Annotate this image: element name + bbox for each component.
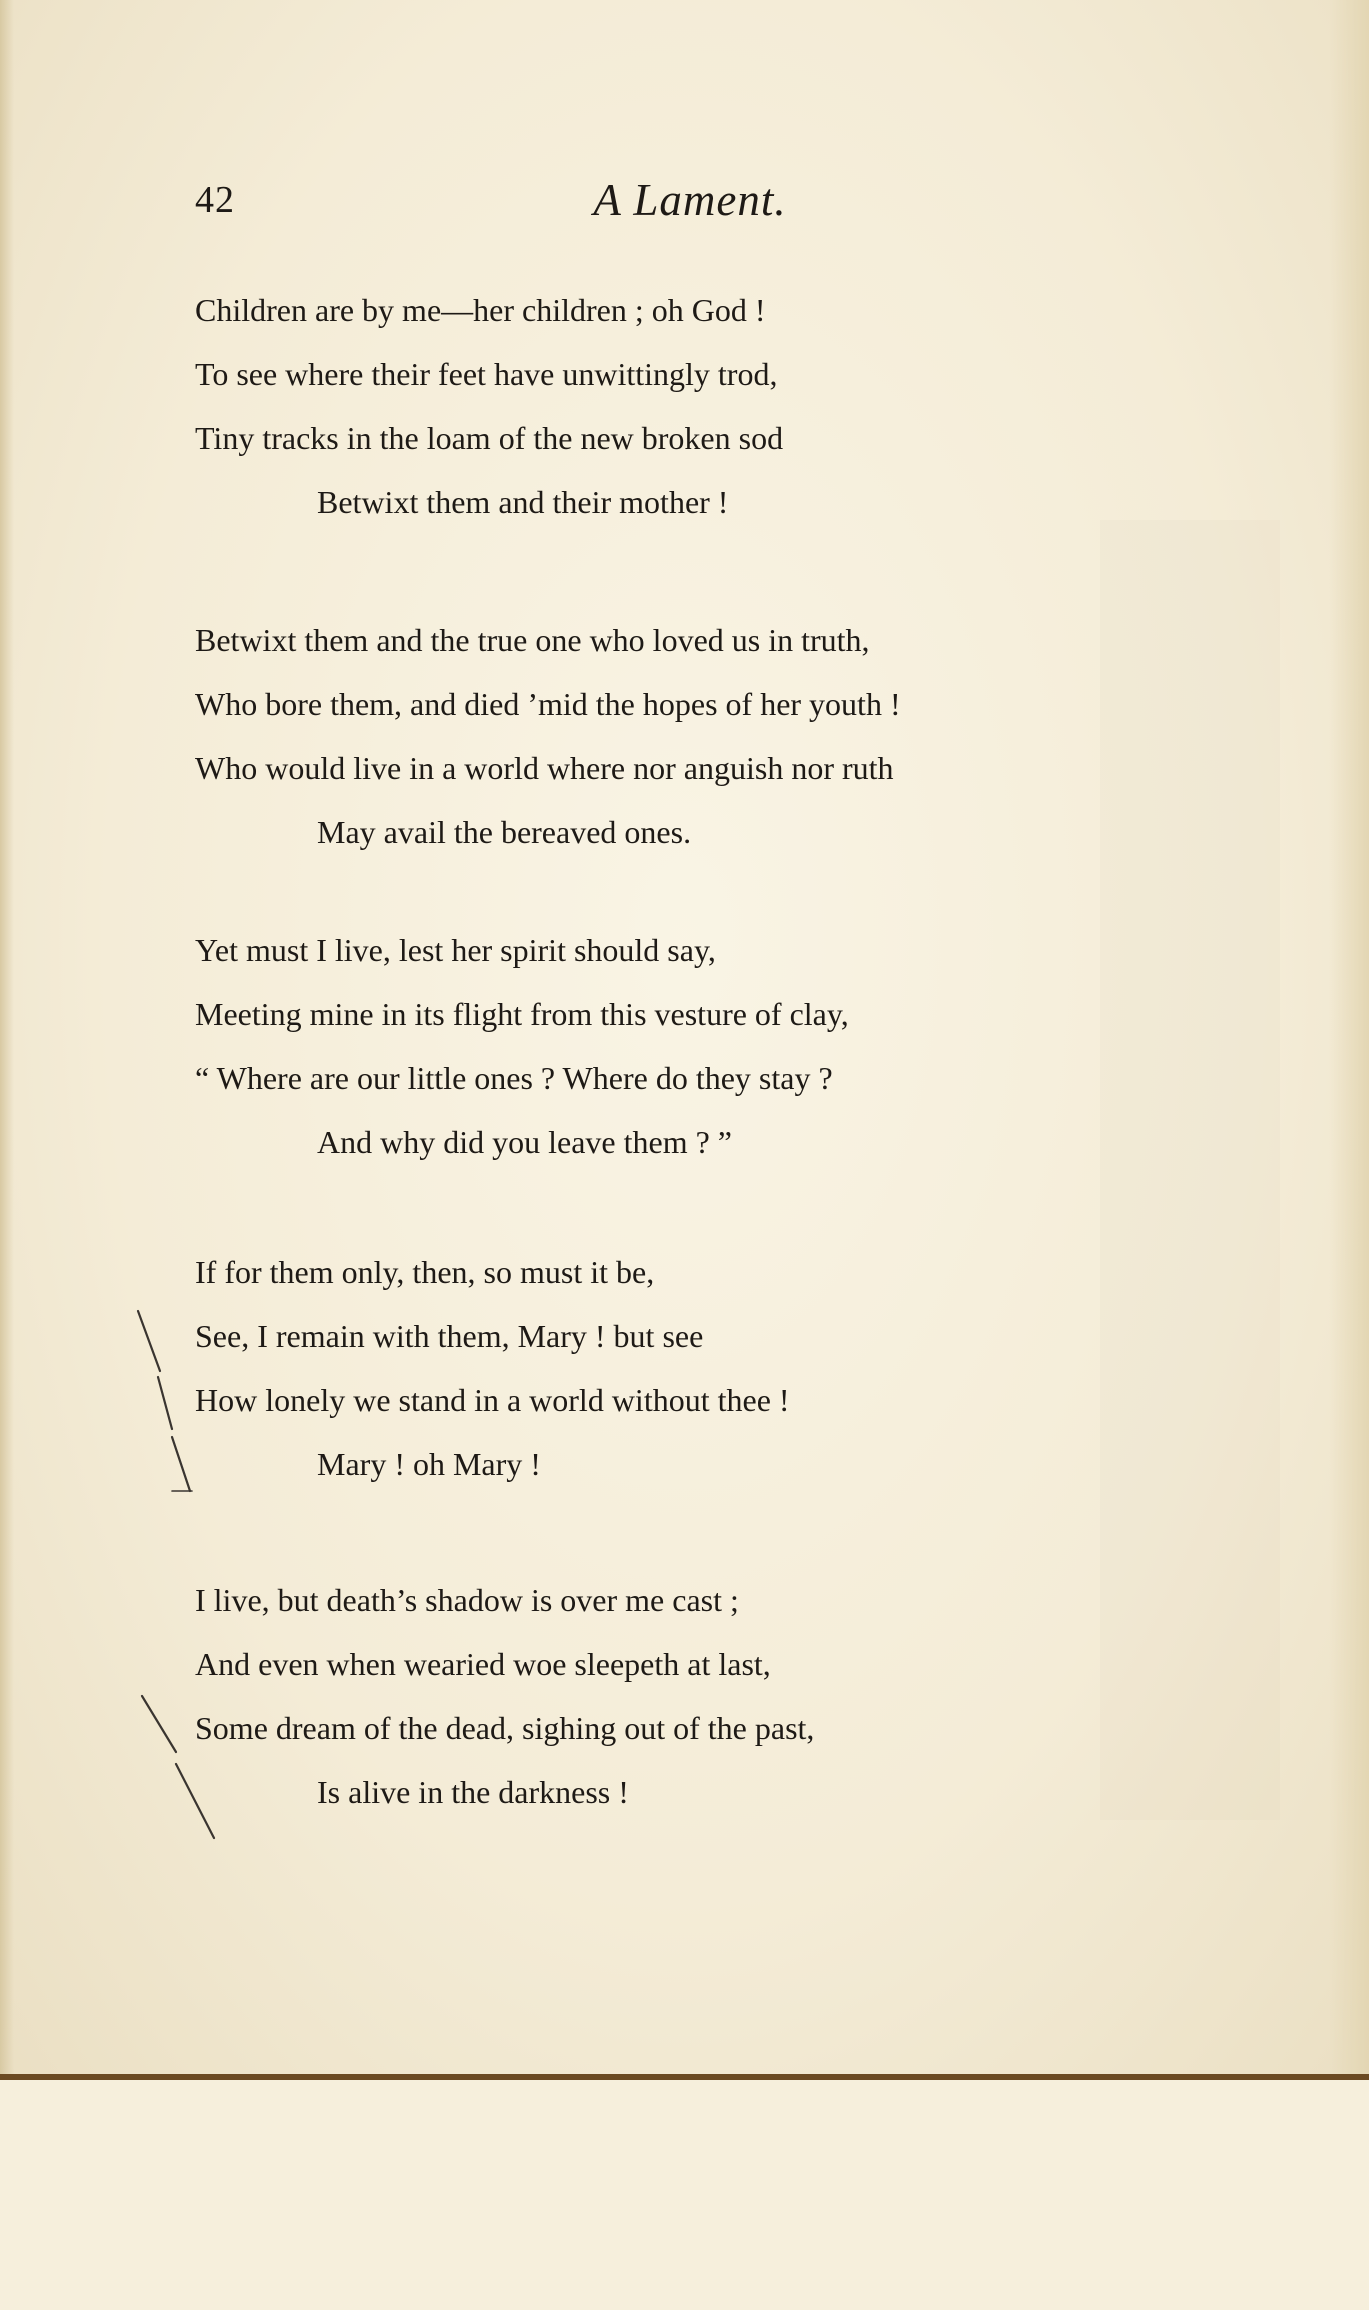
verse-line: See, I remain with them, Mary ! but see xyxy=(195,1318,704,1354)
verse-line: Betwixt them and their mother ! xyxy=(317,484,729,520)
verse-line: To see where their feet have unwittingly trod, xyxy=(195,356,778,392)
verse-line: Is alive in the darkness ! xyxy=(317,1774,629,1810)
page-edge-bottom xyxy=(0,2074,1369,2080)
verse-line: Children are by me—her children ; oh God ! xyxy=(195,292,766,328)
page-edge-left xyxy=(0,0,14,2080)
stanza-3 xyxy=(195,918,1175,1174)
page-header xyxy=(195,170,1185,240)
page-edge-right xyxy=(1329,0,1369,2080)
stanza-5 xyxy=(195,1568,1175,1824)
paper-speck-icon xyxy=(310,2300,320,2310)
verse-line: Betwixt them and the true one who loved us in truth, xyxy=(195,622,870,658)
verse-line: How lonely we stand in a world without thee ! xyxy=(195,1382,790,1418)
verse-line: Tiny tracks in the loam of the new broken sod xyxy=(195,420,784,456)
verse-line: Yet must I live, lest her spirit should say, xyxy=(195,932,716,968)
verse-line: Meeting mine in its flight from this vesture of clay, xyxy=(195,996,849,1032)
running-title: A Lament. xyxy=(593,175,787,225)
verse-line: May avail the bereaved ones. xyxy=(317,814,692,850)
verse-line: Mary ! oh Mary ! xyxy=(317,1446,541,1482)
verse-line: If for them only, then, so must it be, xyxy=(195,1254,655,1290)
verse-line: I live, but death’s shadow is over me cast ; xyxy=(195,1582,739,1618)
stanza-2 xyxy=(195,608,1175,864)
verse-line: “ Where are our little ones ? Where do they stay ? xyxy=(195,1060,833,1096)
stanza-1 xyxy=(195,278,1175,534)
verse-line: Who would live in a world where nor anguish nor ruth xyxy=(195,750,894,786)
verse-line: Who bore them, and died ’mid the hopes of her youth ! xyxy=(195,686,901,722)
page-number: 42 xyxy=(195,179,235,221)
verse-line: And why did you leave them ? ” xyxy=(317,1124,732,1160)
verse-line: And even when wearied woe sleepeth at last, xyxy=(195,1646,771,1682)
stanza-4 xyxy=(195,1240,1175,1496)
verse-line: Some dream of the dead, sighing out of the past, xyxy=(195,1710,815,1746)
